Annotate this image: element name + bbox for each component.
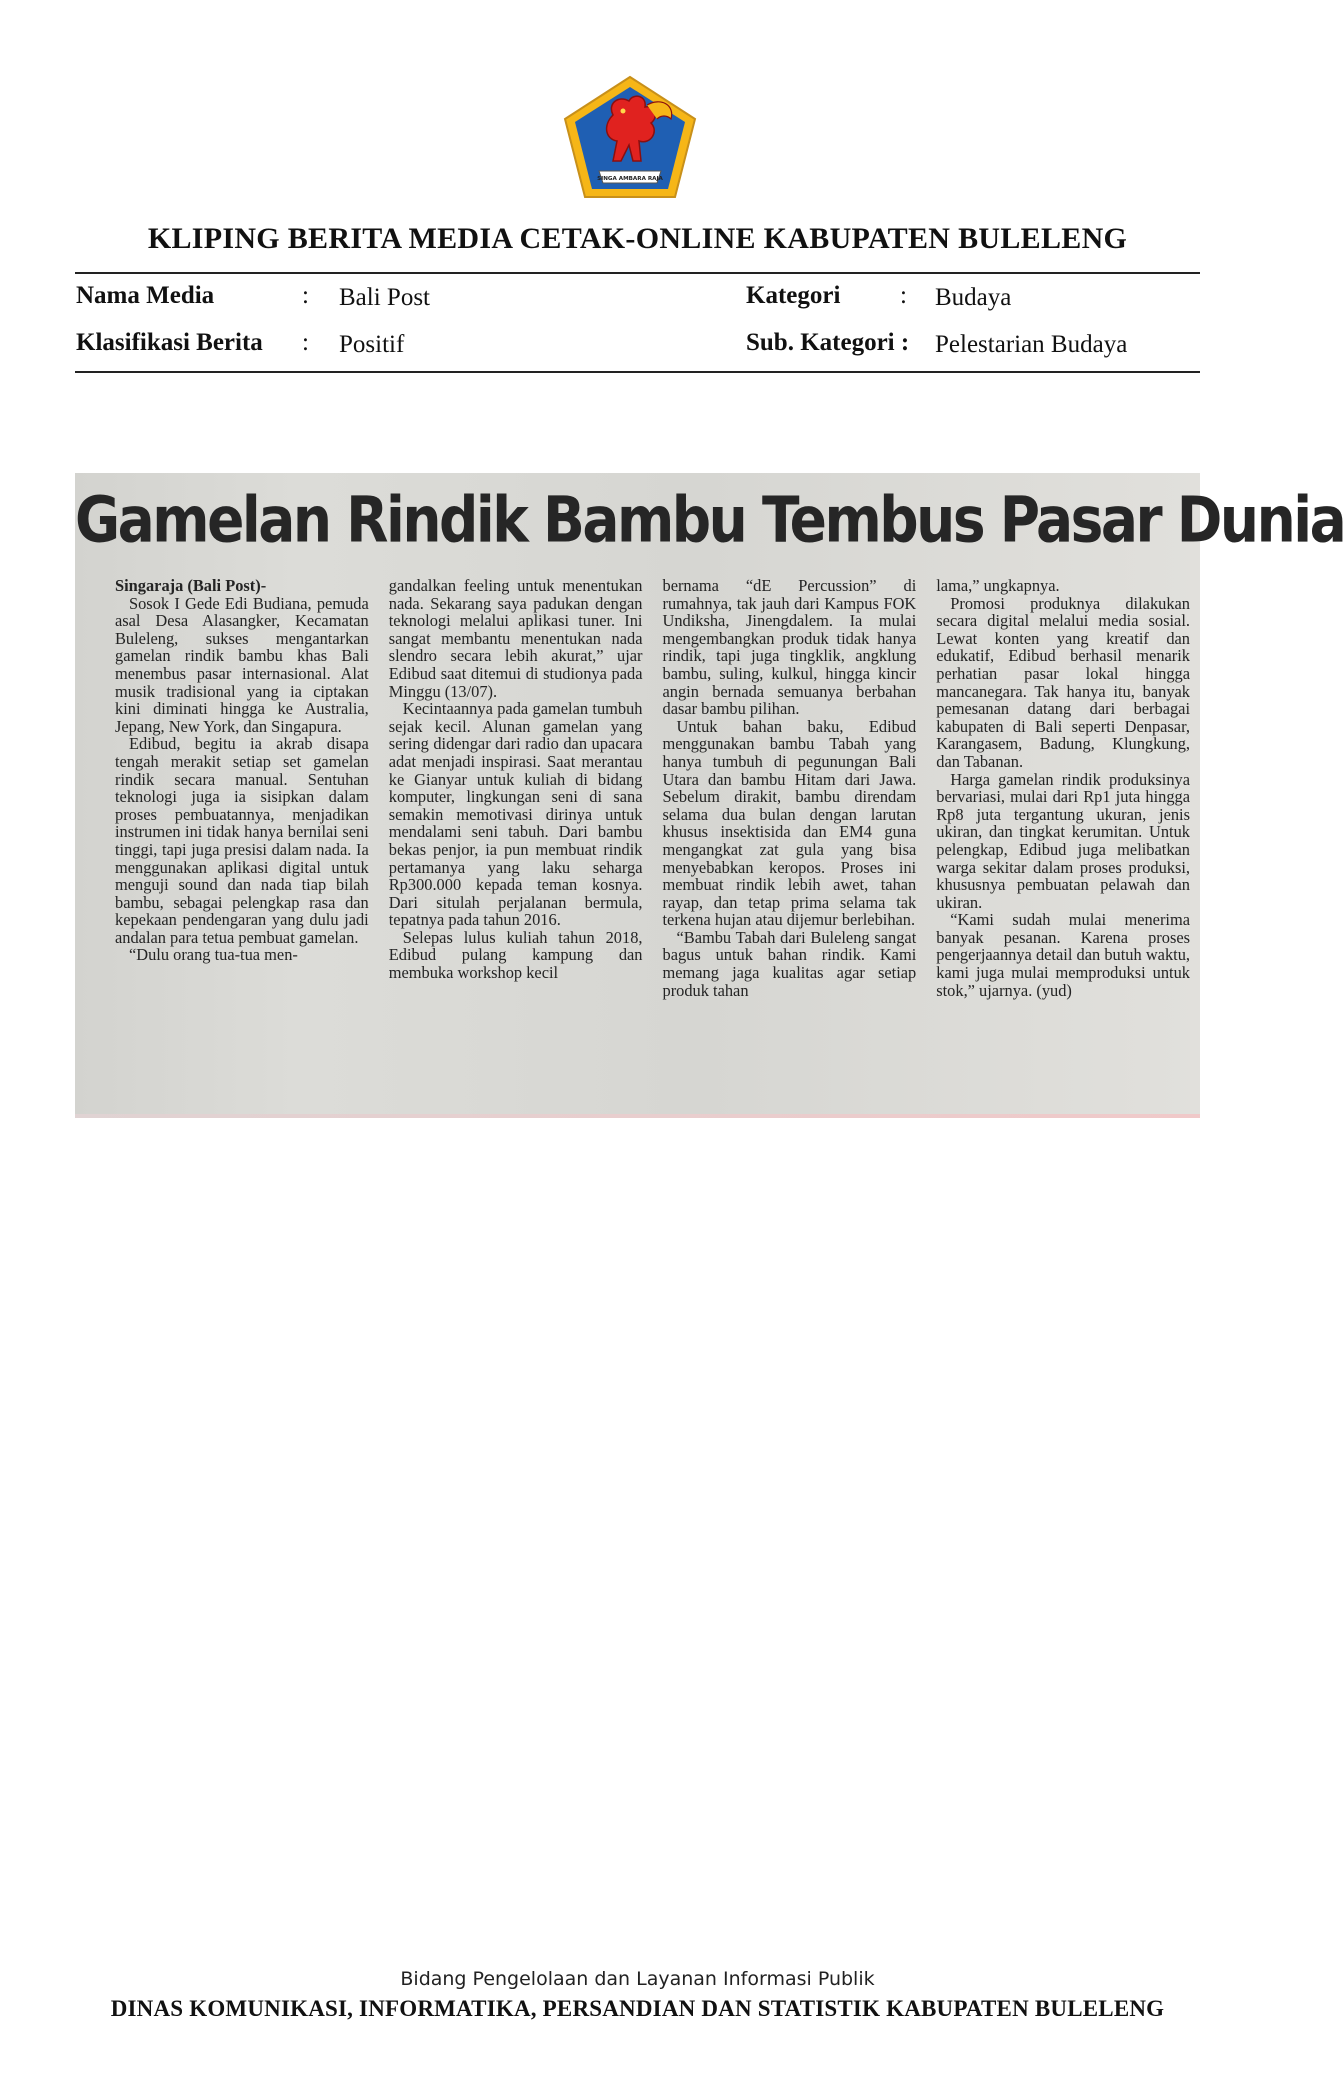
- article-columns: [115, 577, 1190, 1107]
- article-paragraph: Kecintaannya pada gamelan tumbuh sejak kecil. Alunan gamelan yang sering didengar dari radio dan upacara adat menjadi inspirasi. Saat merantau ke Gianyar untuk kuliah di bidang komputer, lingkungan seni di sana semakin memotivasi dirinya untuk mendalami seni tabuh. Dari bambu bekas penjor, ia pun membuat rindik pertamanya yang laku seharga Rp300.000 kepada teman kosnya. Dari situlah perjalanan bermula, tepatnya pada tahun 2016.: [388, 699, 643, 930]
- article-paragraph: lama,” ungkapnya.: [936, 576, 1060, 595]
- footer-agency: DINAS KOMUNIKASI, INFORMATIKA, PERSANDIAN DAN STATISTIK KABUPATEN BULELENG: [110, 1996, 1165, 2021]
- article-column-2: [389, 577, 643, 1107]
- article-column-1: [115, 577, 369, 1107]
- kategori-value: Budaya: [935, 284, 1012, 311]
- article-paragraph: Promosi produknya dilakukan secara digital melalui media sosial. Lewat konten yang kreatif dan edukatif, Edibud berhasil menarik perhatian pasar lokal hingga mancanegara. Tak hanya itu, banyak pemesanan datang dari berbagai kabupaten di Bali seperti Denpasar, Karangasem, Badung, Klungkung, dan Tabanan.: [936, 593, 1190, 771]
- subkategori-value: Pelestarian Budaya: [935, 331, 1128, 358]
- newspaper-clipping: [75, 473, 1344, 1118]
- article-column-3: [663, 577, 917, 1107]
- meta-block: [0, 0, 1275, 400]
- article-paragraph: “Kami sudah mulai menerima banyak pesanan. Karena proses pengerjaannya detail dan butuh waktu, kami juga mulai memproduksi untuk stok,” ujarnya. (yud): [936, 910, 1190, 1000]
- article-paragraph: Untuk bahan baku, Edibud menggunakan bambu Tabah yang hanya tumbuh di pegunungan Bali Utara dan bambu Hitam dari Jawa. Sebelum dirakit, bambu direndam selama dua bulan dengan larutan khusus insektisida dan EM4 guna mengangkat zat gula yang bisa menyebabkan keropos. Proses ini membuat rindik lebih awet, tahan rayap, dan tetap prima selama tak terkena hujan atau dijemur berlebihan.: [662, 716, 917, 930]
- media-colon: :: [302, 282, 309, 309]
- subkategori-label: Sub. Kategori :: [746, 329, 910, 356]
- clipping-edge: [75, 1114, 1200, 1118]
- article-paragraph: bernama “dE Percussion” di rumahnya, tak jauh dari Kampus FOK Undiksha, Jinengdalem. Ia mulai mengembangkan produk tidak hanya rindik, tapi juga tingklik, angklung bambu, suling, kulkul, hingga kincir angin bernada semuanya berbahan dasar bambu pilihan.: [662, 576, 917, 719]
- article-paragraph: Selepas lulus kuliah tahun 2018, Edibud pulang kampung dan membuka workshop kecil: [388, 927, 643, 983]
- article-paragraph: Edibud, begitu ia akrab disapa tengah merakit setiap set gamelan rindik secara manual. Sentuhan teknologi juga ia sisipkan dalam proses pembuatannya, menjadikan instrumen ini tidak hanya bernilai seni tinggi, tapi juga presisi dalam nada. Ia menggunakan aplikasi digital untuk menguji sound dan nada tiap bilah bambu, sebagai pelengkap rasa dan kepekaan pendengaran yang dulu jadi andalan para tetua pembuat gamelan.: [115, 734, 369, 947]
- klasifikasi-label: Klasifikasi Berita: [76, 329, 263, 356]
- media-value: Bali Post: [339, 284, 430, 311]
- document-title: KLIPING BERITA MEDIA CETAK-ONLINE KABUPATEN BULELENG: [147, 222, 1128, 255]
- footer-unit: Bidang Pengelolaan dan Layanan Informasi Publik: [400, 1968, 875, 1990]
- klasifikasi-colon: :: [302, 329, 309, 356]
- article-paragraph: Sosok I Gede Edi Budiana, pemuda asal Desa Alasangker, Kecamatan Buleleng, sukses mengantarkan gamelan rindik bambu khas Bali menembus pasar internasional. Alat musik tradisional yang ia ciptakan kini diminati hingga ke Australia, Jepang, New York, dan Singapura.: [115, 593, 369, 736]
- kategori-label: Kategori: [746, 282, 841, 309]
- article-paragraph: “Bambu Tabah dari Buleleng sangat bagus untuk bahan rindik. Kami memang jaga kualitas agar setiap produk tahan: [662, 927, 917, 1000]
- media-label: Nama Media: [76, 282, 215, 309]
- article-headline: Gamelan Rindik Bambu Tembus Pasar Dunia: [75, 483, 1344, 557]
- kategori-colon: :: [900, 282, 907, 309]
- header-bottom-rule: [75, 371, 1200, 373]
- article-column-4: [936, 577, 1190, 1107]
- article-dateline: Singaraja (Bali Post)-: [115, 576, 267, 595]
- article-paragraph: “Dulu orang tua-tua men-: [129, 945, 298, 965]
- logo-text: SINGA AMBARA RAJA: [597, 176, 663, 182]
- article-paragraph: Harga gamelan rindik produksinya bervariasi, mulai dari Rp1 juta hingga Rp8 juta tergantung ukuran, jenis ukiran, dan tingkat kerumitan. Untuk pelengkap, Edibud juga melibatkan warga sekitar dalam proses produksi, khususnya pembuatan pelawah dan ukiran.: [936, 769, 1190, 912]
- article-paragraph: gandalkan feeling untuk menentukan nada. Sekarang saya padukan dengan teknologi melalui aplikasi tuner. Ini sangat membantu menentukan nada slendro secara lebih akurat,” ujar Edibud saat ditemui di studionya pada Minggu (13/07).: [388, 576, 643, 701]
- klasifikasi-value: Positif: [339, 331, 405, 358]
